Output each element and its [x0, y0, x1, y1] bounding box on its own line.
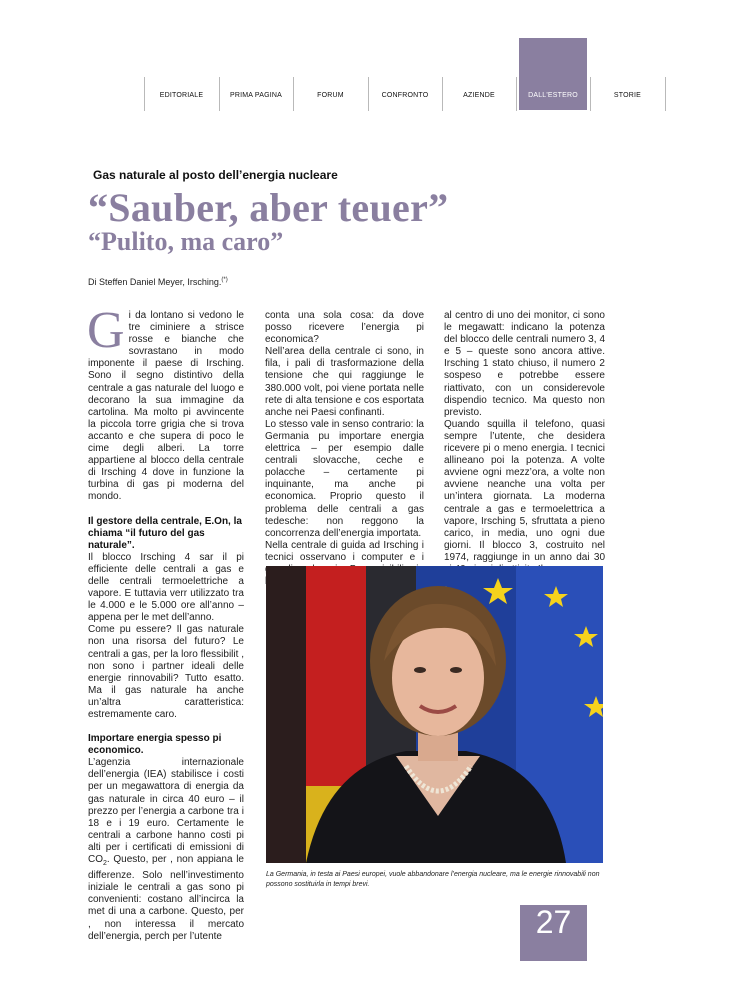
nav-item-aziende[interactable]: AZIENDE	[463, 92, 495, 99]
drop-cap: G	[87, 302, 125, 359]
paragraph: Come pu essere? Il gas naturale non una risorsa del futuro? Le centrali a gas, per la loro flessibilit , non sono i partner ideali delle energie rinnovabili? Tutto esatto. Ma il gas naturale ha anche un’altra caratteristica: estremamente caro.	[88, 624, 244, 720]
nav-item-forum[interactable]: FORUM	[317, 92, 344, 99]
article-subtitle: “Pulito, ma caro”	[88, 227, 284, 256]
nav-item-dall-estero[interactable]: DALL'ESTERO	[528, 92, 578, 99]
paragraph: Quando squilla il telefono, quasi sempre l’utente, che desidera ricevere pi o meno energia. I tecnici allineano poi la potenza. A volte avviene ogni mezz’ora, a volte non avviene neanche una volta per un’intera giornata. La moderna centrale a gas e termoelettrica a vapore, Irsching 5, sfruttata a pieno carico, in media, uno ogni due giorni. Il blocco 3, costruito nel 1974, raggiunge in un anno dai 30	[444, 418, 605, 563]
page-number-box	[520, 905, 587, 961]
nav-item-confronto[interactable]: CONFRONTO	[381, 92, 429, 99]
paragraph: Nell’area della centrale ci sono, in fila, i pali di trasformazione della tensione che qui raggiunge le 380.000 volt, poi viene portata nelle rete di alta tensione e cos esportata anche nei Paesi confinanti.	[265, 346, 424, 418]
article-column-1	[87, 302, 244, 943]
section-navigation	[0, 77, 747, 111]
nav-item-prima-pagina[interactable]: PRIMA PAGINA	[229, 92, 283, 99]
paragraph: Gi da lontano si vedono le tre ciminiere a strisce rosse e bianche che sovrastano in modo imponente il paese di Irsching. Sono il segno distintivo della centrale a gas naturale del luogo e decorano la sua immagine da cartolina. Ma molto pi avvincente la piccola torre grigia che si trova accanto e che supera di poco le cime degli alberi. La torre appartiene al blocco della centrale di Irsching 4 dove in funzione la turbina di gas pi moderna del mondo.	[87, 302, 244, 503]
paragraph: Nella centrale di guida ad Irsching i tecnici osservano i computer e i	[265, 539, 424, 563]
nav-item-storie[interactable]: STORIE	[613, 92, 642, 99]
subheading: Il gestore della centrale, E.On, la chiama “il futuro del gas naturale”.	[88, 515, 242, 551]
subheading: Importare energia spesso pi economico.	[88, 733, 222, 757]
paragraph: Il blocco Irsching 4 sar il pi efficiente delle centrali a gas e delle centrali termoelettriche a vapore. E tuttavia verr utilizzato tra le 4.000 e le 5.000 ore all’anno – appena per le met dell’anno.	[88, 551, 244, 624]
article-byline	[88, 277, 228, 287]
photo-caption: La Germania, in testa ai Paesi europei, vuole abbandonare l’energia nucleare, ma le energie rinnovabili non possono sostituirla in tempi brevi.	[266, 871, 600, 888]
nav-item-editoriale[interactable]: EDITORIALE	[159, 92, 204, 99]
nav-divider	[665, 77, 666, 111]
paragraph: L’agenzia internazionale dell’energia (IEA) stabilisce i costi per un megawattora di energia da gas naturale in circa 40 euro – il prezzo per l’energia a carbone tra i 18 e i 19 euro. Certamente le centrali a carbone hanno costi pi alti per i certificati di emissioni di $CO_2$. Questo, per , non appiana le differenze. Solo nell’investimento iniziale le centrali a gas sono pi convenienti: costano all’incirca la met di una a carbone. Questo, per , non interessa il mercato dell’energia, perch per l’utente	[88, 757, 244, 942]
byline-text: Di Steffen Daniel Meyer, Irsching.	[88, 277, 222, 287]
article-column-2	[265, 310, 424, 588]
byline-note: (*)	[221, 277, 228, 283]
article-photo	[266, 566, 603, 863]
paragraph: Lo stesso vale in senso contrario: la Germania pu importare energia elettrica – per esempio dalle centrali slovacche, ceche e polacche – certamente pi inquinante, ma anche pi economica. Proprio questo il problema delle centrali a gas tedesche: non reggono la concorrenza dell’energia importata.	[265, 418, 424, 539]
article-title: “Sauber, aber teuer”	[88, 185, 449, 230]
article-kicker: Gas naturale al posto dell’energia nucleare	[93, 168, 338, 182]
paragraph: conta una sola cosa: da dove posso ricevere l’energia pi economica?	[265, 310, 424, 346]
paragraph: al centro di uno dei monitor, ci sono le megawatt: indicano la potenza del blocco delle centrali numero 3, 4 e 5 – queste sono ancora attive. Irsching 1 stato chiuso, il numero 2 sospeso e potrebbe essere riattivato, con un considerevole dispendio tecnico. Ma questo non previsto.	[444, 310, 605, 418]
article-column-3	[444, 310, 605, 576]
page-number: 27	[535, 904, 572, 940]
